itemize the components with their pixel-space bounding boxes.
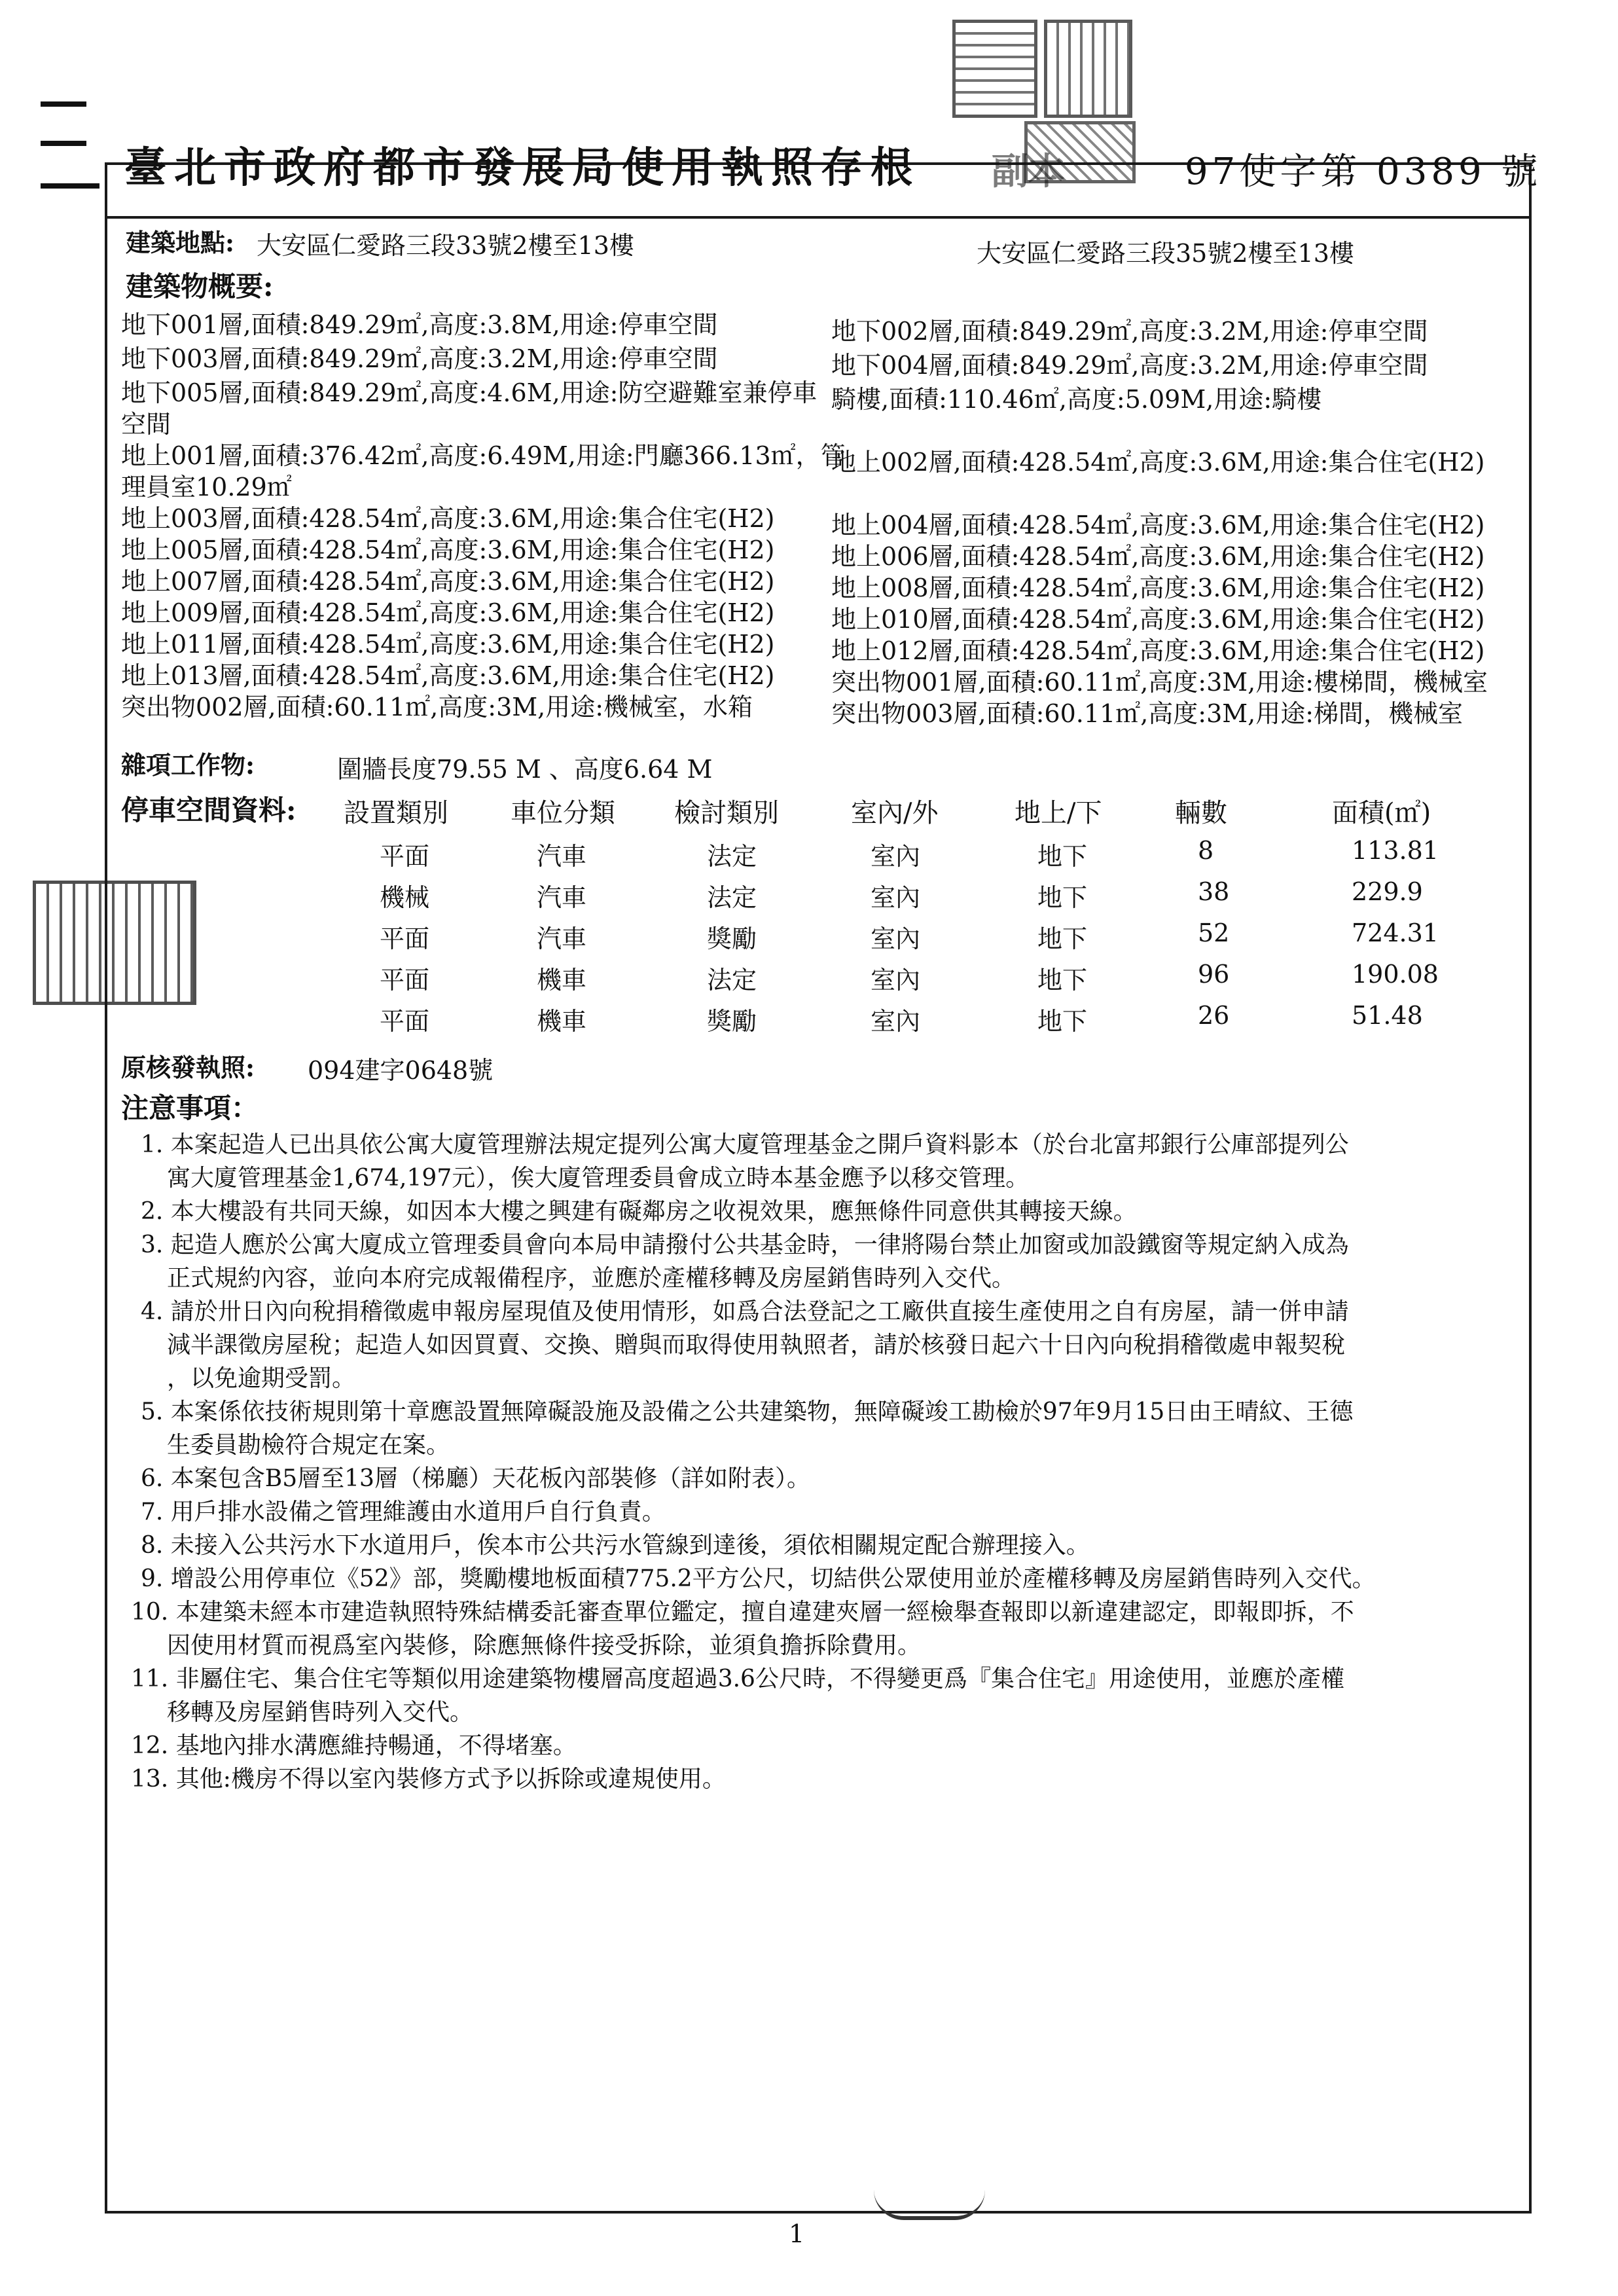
note-line: 7. 用戶排水設備之管理維護由水道用戶自行負責。 [141,1499,666,1525]
parking-cell: 室內 [871,966,921,994]
parking-header-cell: 面積(㎡) [1332,798,1431,828]
overview-list [121,304,1522,750]
misc-section [121,745,1496,784]
misc-label: 雜項工作物: [121,750,255,780]
parking-cell: 190.08 [1352,960,1439,989]
overview-entry: 地上008層,面積:428.54㎡,高度:3.6M,用途:集合住宅(H2) [831,574,1485,602]
original-permit-value: 094建字0648號 [308,1056,494,1085]
parking-header-cell: 地上/下 [1015,798,1102,828]
note-line: 因使用材質而視爲室內裝修，除應無條件接受拆除，並須負擔拆除費用。 [167,1632,922,1659]
parking-header-cell: 檢討類別 [674,798,779,828]
margin-mark [41,101,86,107]
note-line: 寓大廈管理基金1,674,197元），俟大廈管理委員會成立時本基金應予以移交管理。 [167,1165,1030,1192]
parking-cell: 平面 [380,924,430,953]
parking-cell: 51.48 [1352,1001,1423,1030]
overview-entry: 地下001層,面積:849.29㎡,高度:3.8M,用途:停車空間 [121,310,718,339]
misc-value: 圍牆長度79.55 M 、高度6.64 M [337,755,713,784]
parking-cell: 724.31 [1352,919,1439,947]
parking-cell: 地下 [1037,1007,1088,1036]
parking-cell: 汽車 [537,883,587,912]
parking-cell: 52 [1198,919,1230,947]
note-line: 正式規約內容，並向本府完成報備程序，並應於產權移轉及房屋銷售時列入交代。 [167,1265,1016,1292]
overview-label: 建築物概要: [126,270,274,302]
overview-entry: 突出物003層,面積:60.11㎡,高度:3M,用途:梯間，機械室 [831,699,1464,728]
overview-entry: 地上001層,面積:376.42㎡,高度:6.49M,用途:門廳366.13㎡，管 [121,441,846,470]
parking-cell: 機車 [537,966,587,994]
overview-entry: 地下003層,面積:849.29㎡,高度:3.2M,用途:停車空間 [121,344,718,373]
note-line: 生委員勘檢符合規定在案。 [167,1432,450,1459]
overview-entry: 地下004層,面積:849.29㎡,高度:3.2M,用途:停車空間 [831,351,1428,380]
parking-table [0,789,1571,1051]
note-line: 6. 本案包含B5層至13層（梯廳）天花板內部裝修（詳如附表）。 [141,1465,810,1492]
stamp-overlay: 副本 [992,150,1065,193]
parking-cell: 38 [1198,877,1230,906]
margin-mark [41,141,86,146]
parking-cell: 獎勵 [707,1007,757,1036]
parking-cell: 229.9 [1352,877,1423,906]
parking-header-cell: 室內/外 [851,798,939,828]
parking-cell: 室內 [871,1007,921,1036]
note-line: 2. 本大樓設有共同天線，如因本大樓之興建有礙鄰房之收視效果，應無條件同意供其轉接天線。 [141,1198,1137,1225]
parking-cell: 地下 [1037,924,1088,953]
overview-entry: 地下005層,面積:849.29㎡,高度:4.6M,用途:防空避難室兼停車 [121,378,818,407]
parking-cell: 地下 [1037,966,1088,994]
notes-list [131,1126,1525,1813]
parking-cell: 113.81 [1352,836,1439,865]
parking-cell: 地下 [1037,842,1088,871]
document-number: 97使字第 0389 號 [1185,151,1542,193]
overview-entry: 地上003層,面積:428.54㎡,高度:3.6M,用途:集合住宅(H2) [121,504,775,533]
overview-entry: 突出物002層,面積:60.11㎡,高度:3M,用途:機械室，水箱 [121,693,753,721]
address-section [126,223,1500,268]
page-number: 1 [789,2219,805,2248]
overview-entry: 地上012層,面積:428.54㎡,高度:3.6M,用途:集合住宅(H2) [831,636,1485,665]
parking-cell: 機械 [380,883,430,912]
parking-cell: 機車 [537,1007,587,1036]
note-line: 減半課徵房屋稅；起造人如因買賣、交換、贈與而取得使用執照者，請於核發日起六十日內向稅捐稽徵處申報契稅 [167,1332,1346,1358]
note-line: 移轉及房屋銷售時列入交代。 [167,1699,474,1726]
address-line-2: 大安區仁愛路三段35號2樓至13樓 [977,239,1354,268]
overview-entry: 地上004層,面積:428.54㎡,高度:3.6M,用途:集合住宅(H2) [831,511,1485,539]
notes-label: 注意事項： [121,1092,259,1124]
note-line: 8. 未接入公共污水下水道用戶，俟本市公共污水管線到達後，須依相關規定配合辦理接入。 [141,1532,1090,1559]
margin-mark [41,183,99,189]
official-seal-stamp [952,20,1037,118]
parking-cell: 法定 [707,966,757,994]
note-line: ，以免逾期受罰。 [167,1365,356,1392]
overview-entry: 地上002層,面積:428.54㎡,高度:3.6M,用途:集合住宅(H2) [831,448,1485,477]
parking-cell: 平面 [380,966,430,994]
overview-entry: 騎樓,面積:110.46㎡,高度:5.09M,用途:騎樓 [831,385,1322,414]
parking-cell: 平面 [380,842,430,871]
note-line: 12. 基地內排水溝應維持暢通，不得堵塞。 [131,1732,577,1759]
parking-cell: 獎勵 [707,924,757,953]
overview-entry: 地上009層,面積:428.54㎡,高度:3.6M,用途:集合住宅(H2) [121,598,775,627]
parking-cell: 96 [1198,960,1230,989]
overview-entry: 地上005層,面積:428.54㎡,高度:3.6M,用途:集合住宅(H2) [121,536,775,564]
parking-cell: 室內 [871,883,921,912]
parking-cell: 8 [1198,836,1214,865]
parking-cell: 地下 [1037,883,1088,912]
header-divider [105,216,1529,219]
overview-entry: 突出物001層,面積:60.11㎡,高度:3M,用途:樓梯間，機械室 [831,668,1488,697]
original-permit-section [121,1048,907,1084]
parking-cell: 汽車 [537,924,587,953]
overview-entry: 空間 [121,410,171,439]
overview-entry: 理員室10.29㎡ [121,473,292,501]
official-seal-stamp [1044,20,1132,118]
parking-cell: 汽車 [537,842,587,871]
overview-entry: 地上013層,面積:428.54㎡,高度:3.6M,用途:集合住宅(H2) [121,661,775,690]
overview-entry: 地上011層,面積:428.54㎡,高度:3.6M,用途:集合住宅(H2) [121,630,775,659]
parking-cell: 平面 [380,1007,430,1036]
parking-header-cell: 輛數 [1175,798,1227,828]
parking-cell: 法定 [707,842,757,871]
note-line: 11. 非屬住宅、集合住宅等類似用途建築物樓層高度超過3.6公尺時，不得變更爲『集合住宅』用途使用，並應於產權 [131,1666,1344,1692]
note-line: 13. 其他:機房不得以室內裝修方式予以拆除或違規使用。 [131,1766,726,1793]
note-line: 3. 起造人應於公寓大廈成立管理委員會向本局申請撥付公共基金時，一律將陽台禁止加窗或加設鐵窗等規定納入成為 [141,1231,1349,1258]
parking-cell: 室內 [871,842,921,871]
note-line: 1. 本案起造人已出具依公寓大廈管理辦法規定提列公寓大廈管理基金之開戶資料影本（於台北富邦銀行公庫部提列公 [141,1131,1349,1158]
note-line: 4. 請於卅日內向稅捐稽徵處申報房屋現值及使用情形，如爲合法登記之工廠供直接生產使用之自有房屋，請一併申請 [141,1298,1349,1325]
parking-header-cell: 車位分類 [511,798,615,828]
parking-label: 停車空間資料: [121,794,297,826]
overview-entry: 地下002層,面積:849.29㎡,高度:3.2M,用途:停車空間 [831,317,1428,346]
bottom-seal-mark [874,2190,985,2220]
overview-entry: 地上006層,面積:428.54㎡,高度:3.6M,用途:集合住宅(H2) [831,542,1485,571]
note-line: 10. 本建築未經本市建造執照特殊結構委託審查單位鑑定，擅自違建夾層一經檢舉查報即以新違建認定，即報即拆，不 [131,1599,1354,1626]
note-line: 9. 增設公用停車位《52》部，獎勵樓地板面積775.2平方公尺，切結供公眾使用並於產權移轉及房屋銷售時列入交代。 [141,1565,1376,1592]
parking-cell: 室內 [871,924,921,953]
parking-header-cell: 設置類別 [344,798,448,828]
overview-entry: 地上007層,面積:428.54㎡,高度:3.6M,用途:集合住宅(H2) [121,567,775,596]
parking-cell: 法定 [707,883,757,912]
address-line-1: 大安區仁愛路三段33號2樓至13樓 [257,231,634,260]
overview-entry: 地上010層,面積:428.54㎡,高度:3.6M,用途:集合住宅(H2) [831,605,1485,634]
original-permit-label: 原核發執照: [121,1053,255,1082]
parking-cell: 26 [1198,1001,1230,1030]
address-label: 建築地點: [126,228,235,257]
document-title: 臺北市政府都市發展局使用執照存根 [124,143,920,192]
note-line: 5. 本案係依技術規則第十章應設置無障礙設施及設備之公共建築物，無障礙竣工勘檢於97年9月15日由王晴紋、王德 [141,1398,1354,1425]
